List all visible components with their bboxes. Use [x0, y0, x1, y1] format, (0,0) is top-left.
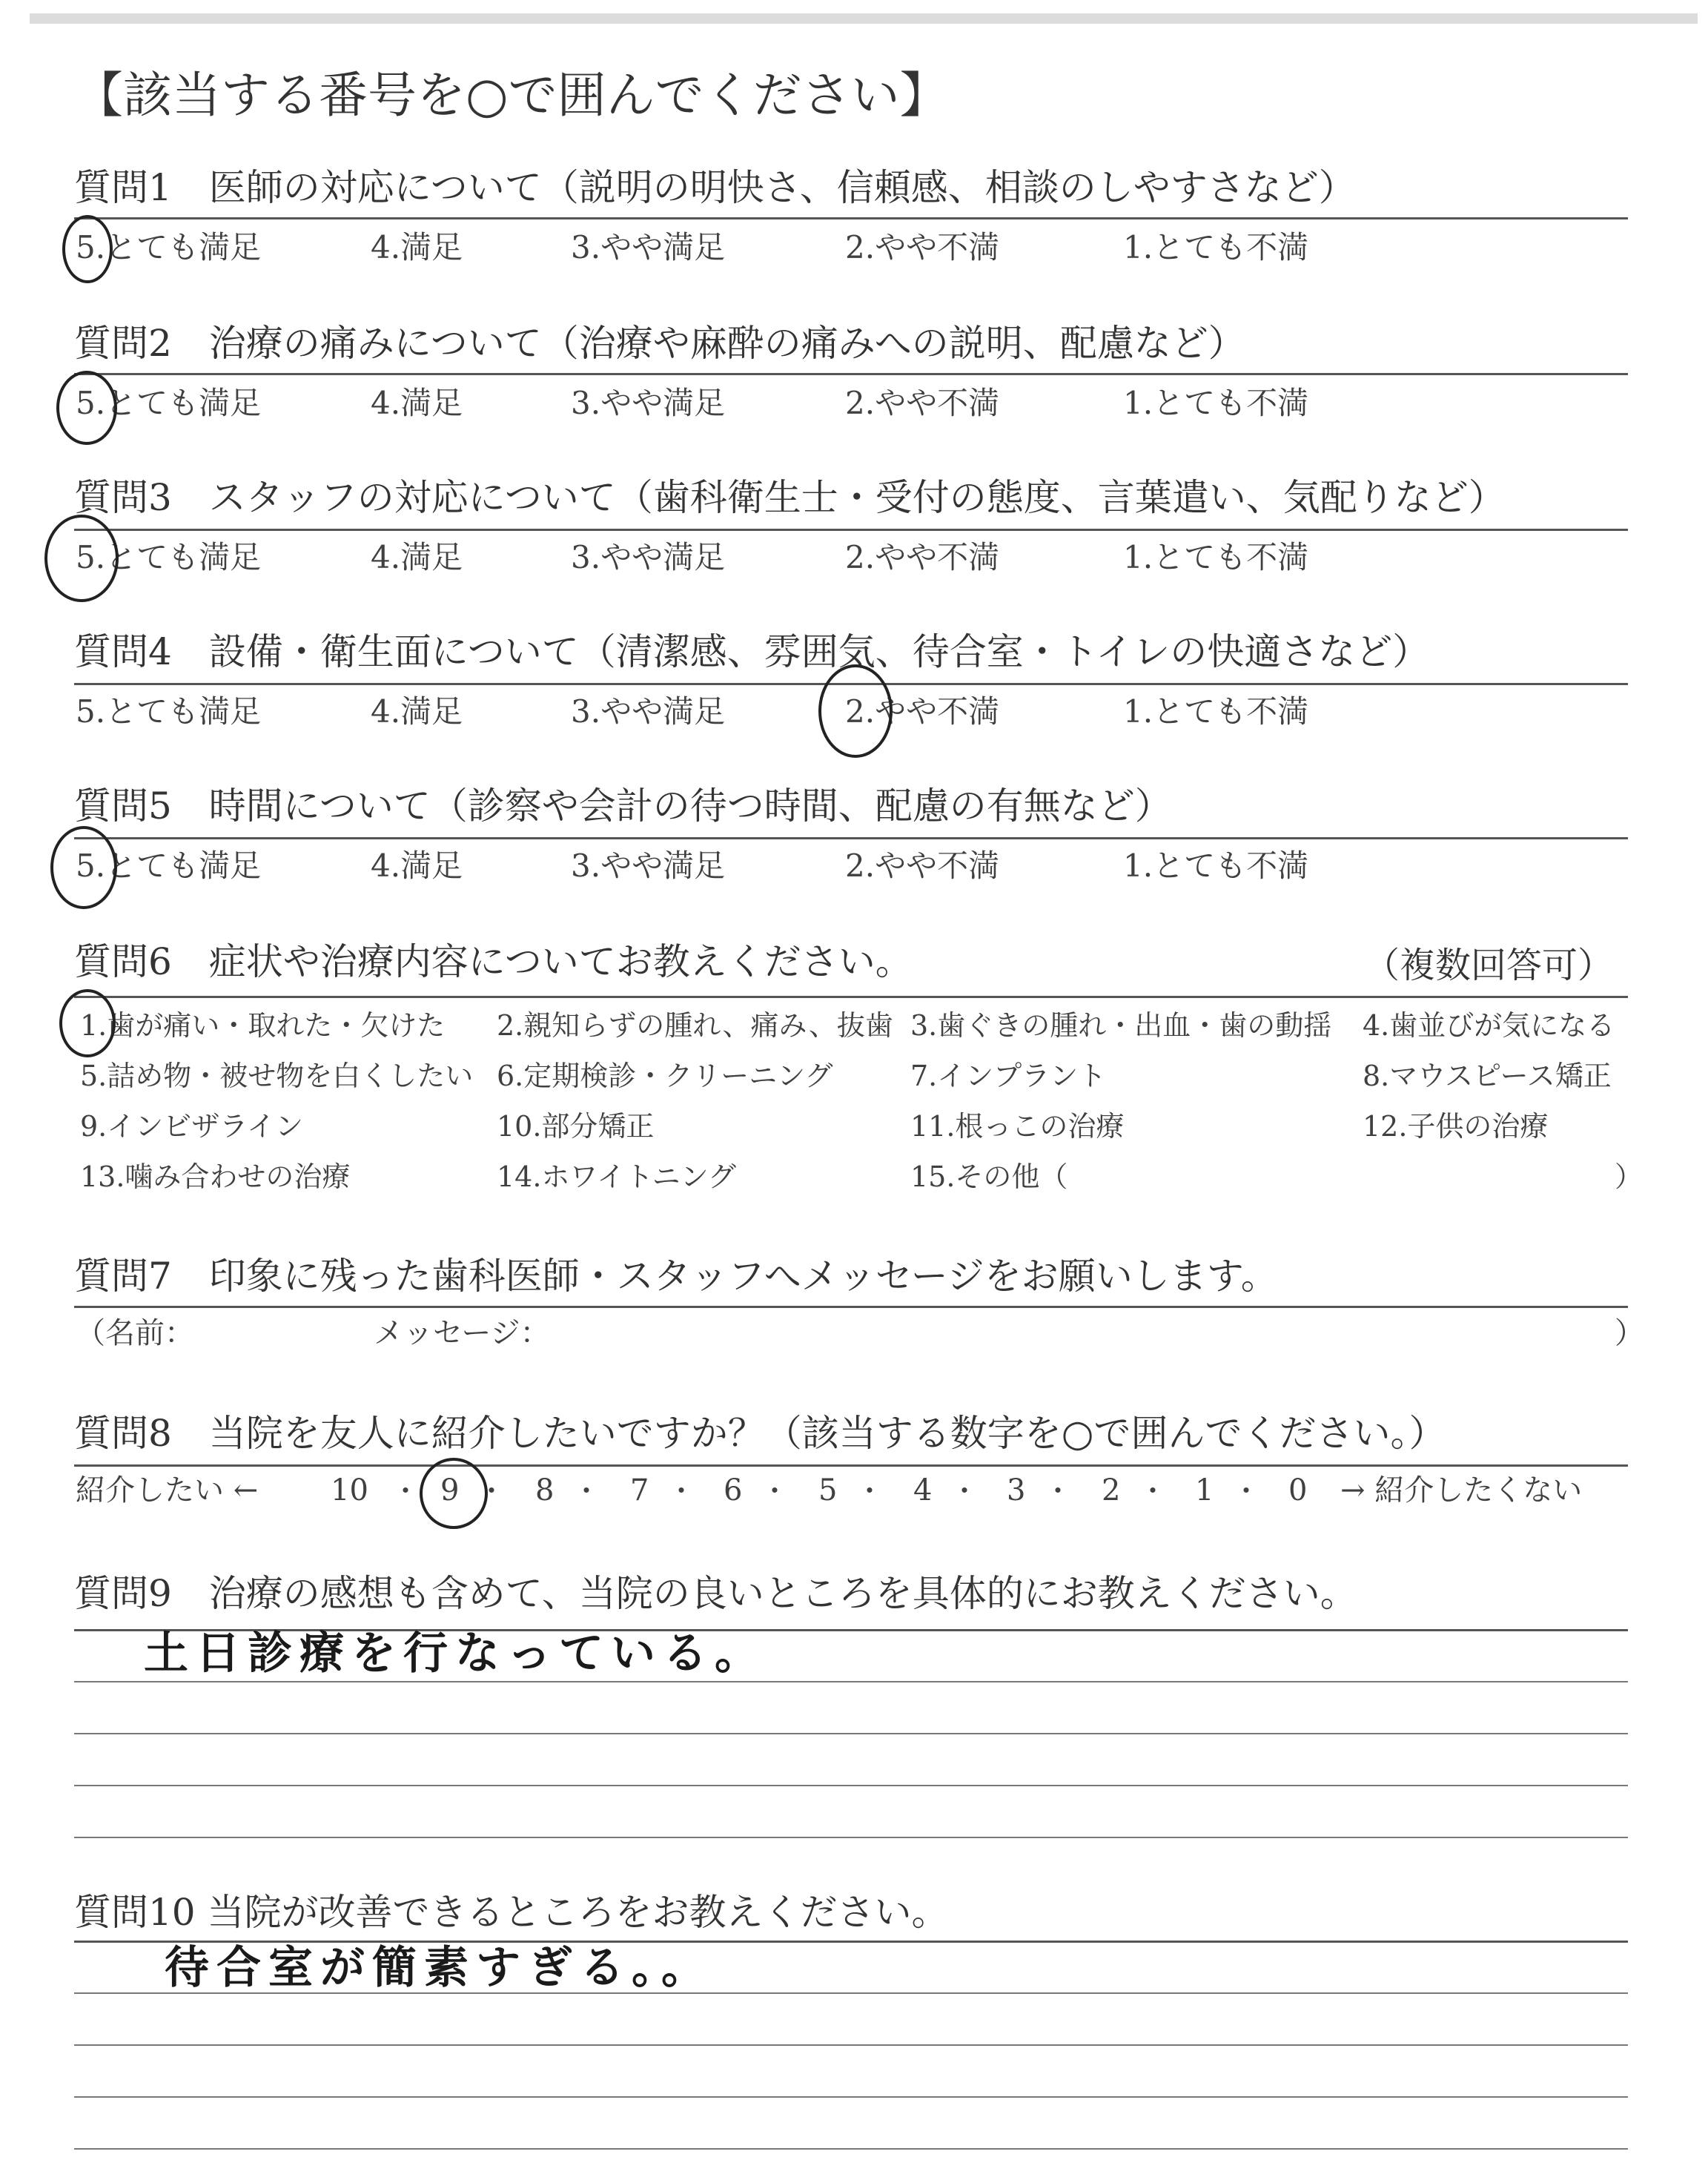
q1-option-5[interactable]: 5.とても満足	[76, 229, 262, 265]
q8-separator: ・	[477, 1475, 506, 1507]
q6-option-8[interactable]: 8.マウスピース矯正	[1363, 1060, 1612, 1092]
q10-answer-line	[74, 2148, 1628, 2150]
q8-scale-5[interactable]: 5	[818, 1473, 838, 1507]
question-8-title: 質問8 当院を友人に紹介したいですか？（該当する数字を○で囲んでください。）	[74, 1412, 1446, 1455]
q6-option-3[interactable]: 3.歯ぐきの腫れ・出血・歯の動揺	[910, 1009, 1332, 1042]
q6-option-7[interactable]: 7.インプラント	[910, 1060, 1107, 1092]
q5-option-3[interactable]: 3.やや満足	[571, 848, 726, 884]
q3-option-3[interactable]: 3.やや満足	[571, 539, 726, 575]
q5-option-2[interactable]: 2.やや不満	[845, 848, 1000, 884]
page-header: 【該当する番号を○で囲んでください】	[74, 67, 949, 124]
q1-option-1[interactable]: 1.とても不満	[1123, 229, 1309, 265]
q10-answer-line	[74, 2096, 1628, 2098]
question-2-rule	[74, 373, 1628, 375]
q3-option-4[interactable]: 4.満足	[371, 539, 463, 575]
question-2-title: 質問2 治療の痛みについて（治療や麻酔の痛みへの説明、配慮など）	[74, 322, 1245, 365]
q8-scale-4[interactable]: 4	[913, 1473, 933, 1507]
q9-answer-line	[74, 1785, 1628, 1786]
q6-option-15[interactable]: 15.その他（	[910, 1160, 1068, 1193]
q6-option-11[interactable]: 11.根っこの治療	[910, 1110, 1125, 1143]
question-5-title: 質問5 時間について（診察や会計の待つ時間、配慮の有無など）	[74, 785, 1172, 828]
question-7-title: 質問7 印象に残った歯科医師・スタッフへメッセージをお願いします。	[74, 1255, 1278, 1298]
q6-option-13[interactable]: 13.噛み合わせの治療	[80, 1160, 351, 1193]
scan-edge	[30, 13, 1698, 24]
q5-answer-circle	[50, 826, 117, 909]
q8-separator: ・	[572, 1475, 601, 1507]
q2-option-4[interactable]: 4.満足	[371, 385, 463, 421]
q1-option-3[interactable]: 3.やや満足	[571, 229, 726, 265]
q3-option-5[interactable]: 5.とても満足	[76, 539, 262, 575]
q8-separator: ・	[667, 1475, 696, 1507]
q6-option-2[interactable]: 2.親知らずの腫れ、痛み、抜歯	[497, 1009, 893, 1042]
q8-scale-2[interactable]: 2	[1102, 1473, 1121, 1507]
q6-option-1[interactable]: 1.歯が痛い・取れた・欠けた	[80, 1009, 446, 1042]
q10-answer-line	[74, 2044, 1628, 2046]
q4-answer-circle	[818, 664, 893, 758]
q4-option-1[interactable]: 1.とても不満	[1123, 693, 1309, 730]
q1-option-4[interactable]: 4.満足	[371, 229, 463, 265]
q8-separator: ・	[1232, 1475, 1261, 1507]
q6-option-10[interactable]: 10.部分矯正	[497, 1110, 655, 1143]
q9-answer-line	[74, 1681, 1628, 1682]
q8-scale-0[interactable]: 0	[1288, 1473, 1308, 1507]
q8-separator: ・	[950, 1475, 979, 1507]
q6-answer-circle	[59, 989, 116, 1057]
question-5-rule	[74, 837, 1628, 839]
q2-option-5[interactable]: 5.とても満足	[76, 385, 262, 421]
q9-handwritten-answer: 土日診療を行なっている。	[144, 1628, 767, 1680]
q8-scale-10[interactable]: 10	[331, 1473, 368, 1507]
q8-separator: ・	[855, 1475, 884, 1507]
q3-option-2[interactable]: 2.やや不満	[845, 539, 1000, 575]
q6-option-12[interactable]: 12.子供の治療	[1363, 1110, 1549, 1143]
q5-option-5[interactable]: 5.とても満足	[76, 848, 262, 884]
q8-scale-6[interactable]: 6	[724, 1473, 743, 1507]
question-3-rule	[74, 529, 1628, 531]
q2-option-1[interactable]: 1.とても不満	[1123, 385, 1309, 421]
question-1-title: 質問1 医師の対応について（説明の明快さ、信頼感、相談のしやすさなど）	[74, 166, 1356, 209]
question-3-title: 質問3 スタッフの対応について（歯科衛生士・受付の態度、言葉遣い、気配りなど）	[74, 476, 1506, 519]
q9-answer-line	[74, 1837, 1628, 1838]
q8-separator: ・	[1044, 1475, 1073, 1507]
q6-option-6[interactable]: 6.定期検診・クリーニング	[497, 1060, 833, 1092]
q6-option-9[interactable]: 9.インビザライン	[80, 1110, 304, 1143]
q6-option-5[interactable]: 5.詰め物・被せ物を白くしたい	[80, 1060, 474, 1092]
q4-option-4[interactable]: 4.満足	[371, 693, 463, 730]
question-6-title: 質問6 症状や治療内容についてお教えください。	[74, 940, 913, 983]
q7-name-label: （名前：	[76, 1316, 194, 1350]
q8-scale-8[interactable]: 8	[535, 1473, 555, 1507]
q4-option-3[interactable]: 3.やや満足	[571, 693, 726, 730]
q2-answer-circle	[56, 371, 117, 445]
q6-other-close-paren: ）	[1615, 1160, 1644, 1193]
q1-option-2[interactable]: 2.やや不満	[845, 229, 1000, 265]
q8-right-label: → 紹介したくない	[1340, 1473, 1583, 1507]
q2-option-3[interactable]: 3.やや満足	[571, 385, 726, 421]
question-6-note: （複数回答可）	[1364, 945, 1614, 986]
q7-message-label: メッセージ：	[374, 1316, 550, 1350]
q8-scale-1[interactable]: 1	[1195, 1473, 1214, 1507]
q4-option-2[interactable]: 2.やや不満	[845, 693, 1000, 730]
question-4-title: 質問4 設備・衛生面について（清潔感、雰囲気、待合室・トイレの快適さなど）	[74, 630, 1430, 673]
question-8-rule	[74, 1464, 1628, 1467]
q3-option-1[interactable]: 1.とても不満	[1123, 539, 1309, 575]
q10-handwritten-answer: 待合室が簡素すぎる。。	[165, 1942, 713, 1994]
q8-separator: ・	[1139, 1475, 1168, 1507]
question-7-rule	[74, 1306, 1628, 1308]
q3-answer-circle	[44, 515, 119, 602]
q8-scale-3[interactable]: 3	[1007, 1473, 1026, 1507]
q8-scale-9[interactable]: 9	[440, 1473, 460, 1507]
q6-option-14[interactable]: 14.ホワイトニング	[497, 1160, 737, 1193]
question-1-rule	[74, 217, 1628, 219]
q8-separator: ・	[391, 1475, 420, 1507]
q7-close-paren: ）	[1615, 1316, 1644, 1350]
q5-option-1[interactable]: 1.とても不満	[1123, 848, 1309, 884]
q5-option-4[interactable]: 4.満足	[371, 848, 463, 884]
q8-scale-7[interactable]: 7	[630, 1473, 649, 1507]
question-6-rule	[74, 996, 1628, 998]
q8-left-label: 紹介したい ←	[76, 1473, 259, 1507]
q8-answer-circle	[420, 1458, 488, 1529]
q8-separator: ・	[761, 1475, 790, 1507]
question-10-title: 質問10 当院が改善できるところをお教えください。	[74, 1891, 949, 1934]
q2-option-2[interactable]: 2.やや不満	[845, 385, 1000, 421]
q6-option-4[interactable]: 4.歯並びが気になる	[1363, 1009, 1615, 1042]
question-9-title: 質問9 治療の感想も含めて、当院の良いところを具体的にお教えください。	[74, 1572, 1357, 1615]
q1-answer-circle	[62, 215, 113, 283]
q9-answer-line	[74, 1733, 1628, 1734]
q4-option-5[interactable]: 5.とても満足	[76, 693, 262, 730]
